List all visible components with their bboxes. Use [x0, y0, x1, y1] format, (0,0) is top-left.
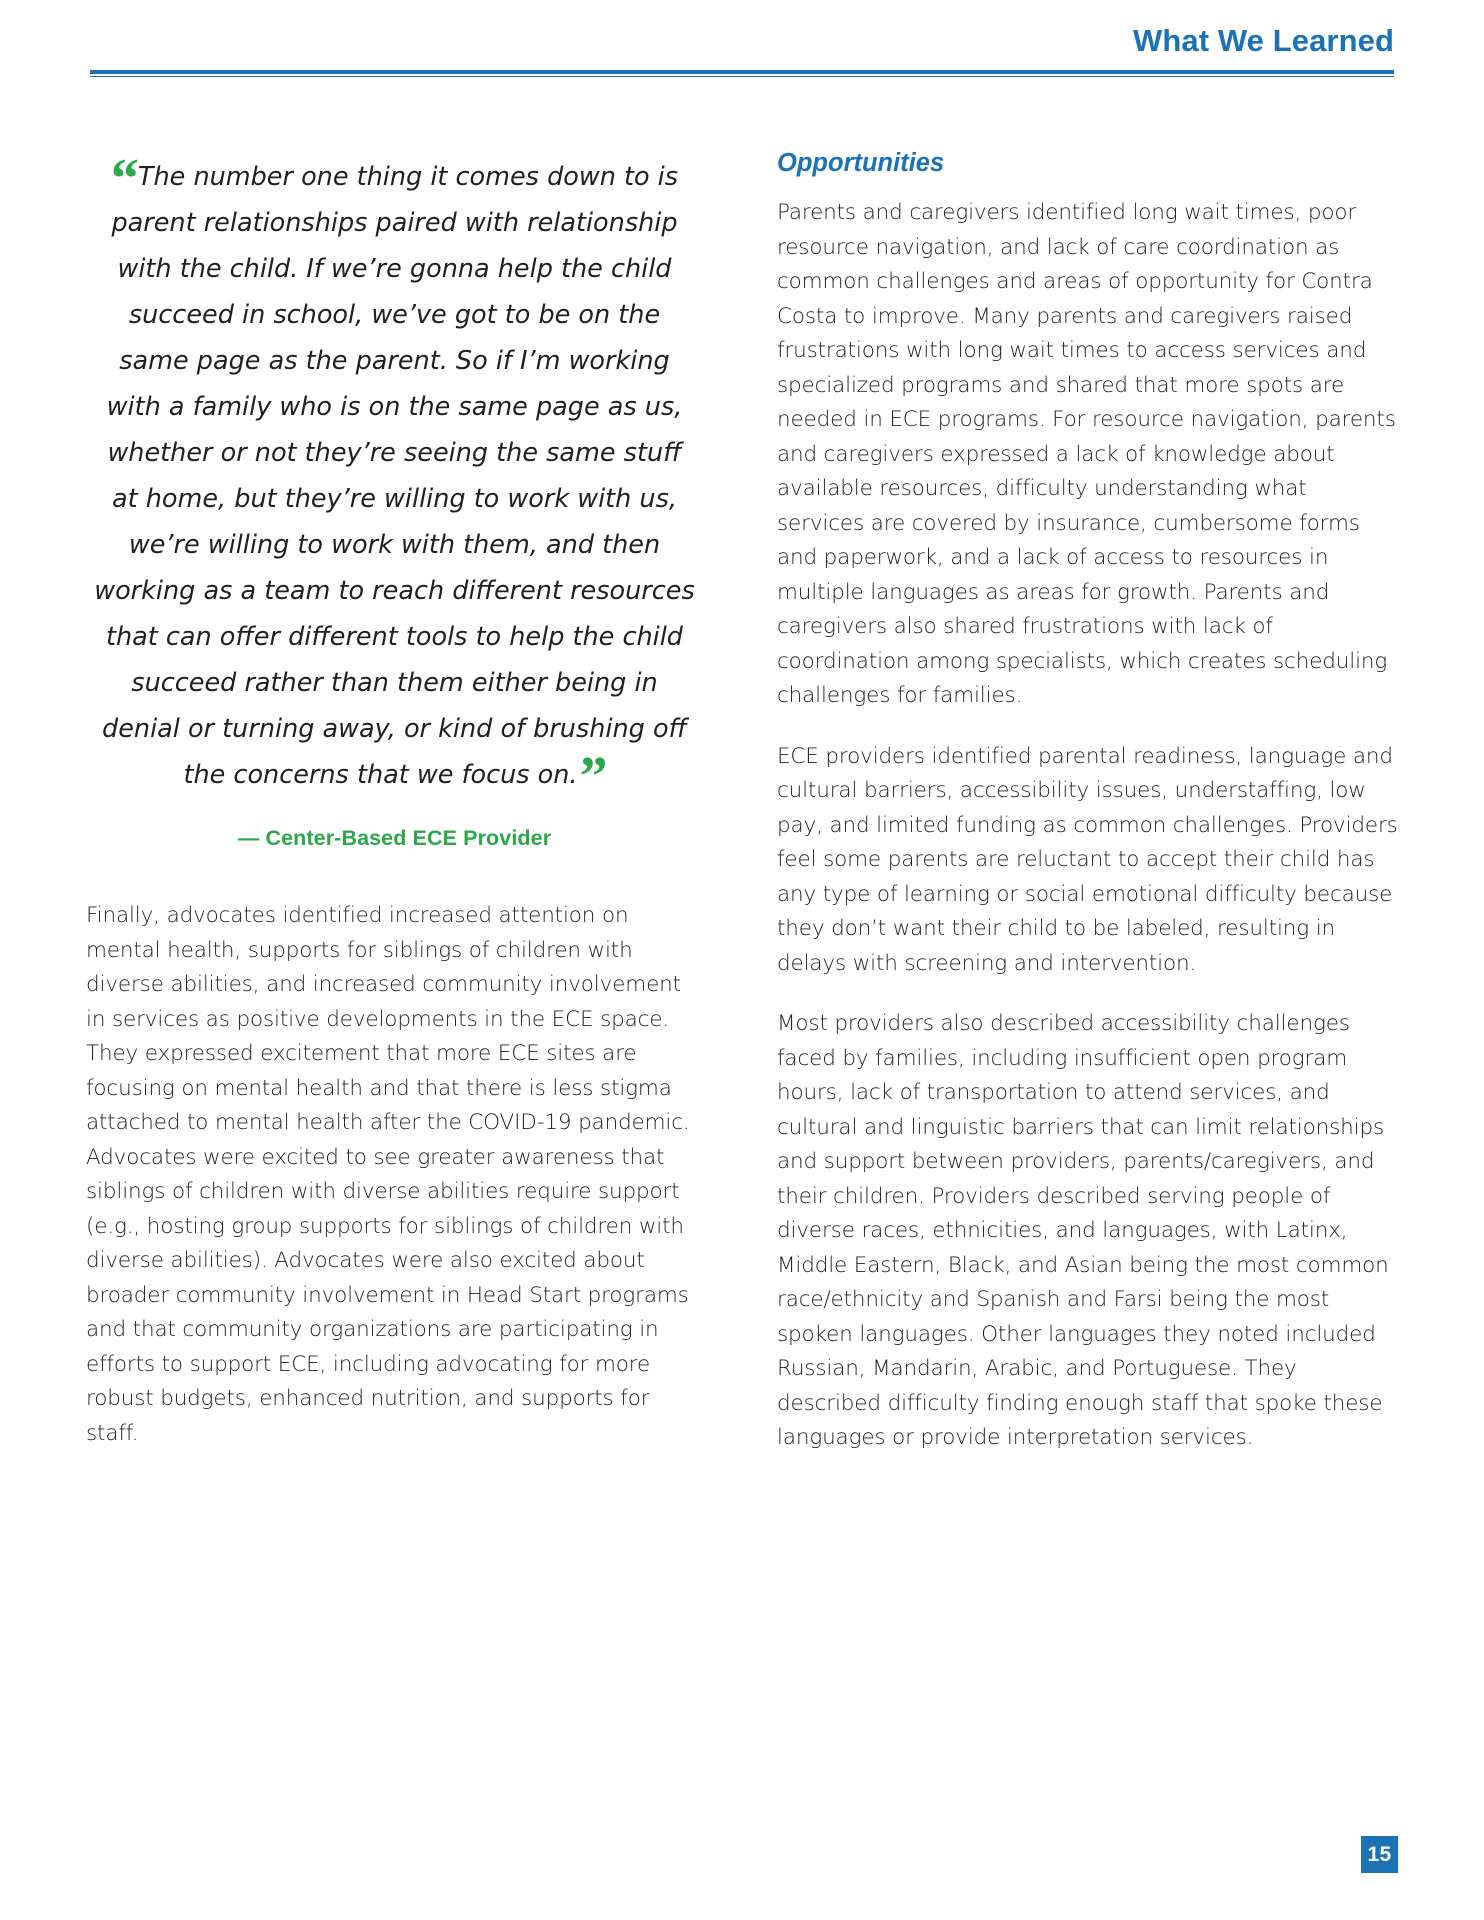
page-header	[90, 24, 1394, 77]
pull-quote-text	[94, 148, 695, 808]
page-title: What We Learned	[1132, 23, 1394, 58]
content-columns	[86, 148, 1398, 1456]
header-rule	[90, 70, 1394, 74]
right-paragraph-1: Parents and caregivers identified long wait times, poor resource navigation, and lack of care coordination as common challenges and areas of opportunity for Contra Costa to improve. Many parents and caregivers raised frustrations with long wait times to access services and specialized programs and shared that more spots are needed in ECE programs. For resource navigation, parents and caregivers expressed a lack of knowledge about available resources, difficulty understanding what services are covered by insurance, cumbersome forms and paperwork, and a lack of access to resources in multiple languages as areas for growth. Parents and caregivers also shared frustrations with lack of coordination among specialists, which creates scheduling challenges for families.	[777, 200, 1396, 708]
right-paragraph-2: ECE providers identified parental readiness, language and cultural barriers, accessibility issues, understaffing, low pay, and limited funding as common challenges. Providers feel some parents are reluctant to accept their child has any type of learning or social emotional difficulty because they don’t want their child to be labeled, resulting in delays with screening and intervention.	[777, 743, 1398, 976]
left-paragraph-1: Finally, advocates identified increased attention on mental health, supports for siblings of children with diverse abilities, and increased community involvement in services as positive developments in the ECE space. They expressed excitement that more ECE sites are focusing on mental health and that there is less stigma attached to mental health after the COVID-19 pandemic. Advocates were excited to see greater awareness that siblings of children with diverse abilities require support (e.g., hosting group supports for siblings of children with diverse abilities). Advocates were also excited about broader community involvement in Head Start programs and that community organizations are participating in efforts to support ECE, including advocating for more robust budgets, enhanced nutrition, and supports for staff.	[86, 903, 690, 1446]
pull-quote-body: The number one thing it comes down to is parent relationships paired with relationship with the child. If we’re gonna help the child succeed in school, we’ve got to be on the same page as the parent. So if I’m working with a family who is on the same page as us, whether or not they’re seeing the same stuff at home, but they’re willing to work with us, we’re willing to work with them, and then working as a team to reach different resources that can offer different tools to help the child succeed rather than them either being in denial or turning away, or kind of brushing off the concerns that we focus on.	[94, 162, 695, 790]
quote-open-icon: “	[110, 148, 137, 210]
right-paragraph-3: Most providers also described accessibility challenges faced by families, including insufficient open program hours, lack of transportation to attend services, and cultural and linguistic barriers that can limit relationships and support between providers, parents/caregivers, and their children. Providers described serving people of diverse races, ethnicities, and languages, with Latinx, Middle Eastern, Black, and Asian being the most common race/ethnicity and Spanish and Farsi being the most spoken languages. Other languages they noted included Russian, Mandarin, Arabic, and Portuguese. They described difficulty finding enough staff that spoke these languages or provide interpretation services.	[777, 1011, 1389, 1450]
pull-quote	[86, 148, 703, 851]
header-rule-secondary	[90, 76, 1394, 77]
section-heading-opportunities: Opportunities	[777, 149, 945, 177]
quote-close-icon: ”	[579, 746, 606, 808]
pull-quote-attribution: — Center-Based ECE Provider	[237, 826, 552, 850]
left-column	[86, 148, 707, 1451]
page-number-badge: 15	[1361, 1836, 1398, 1873]
right-column	[777, 148, 1398, 1456]
